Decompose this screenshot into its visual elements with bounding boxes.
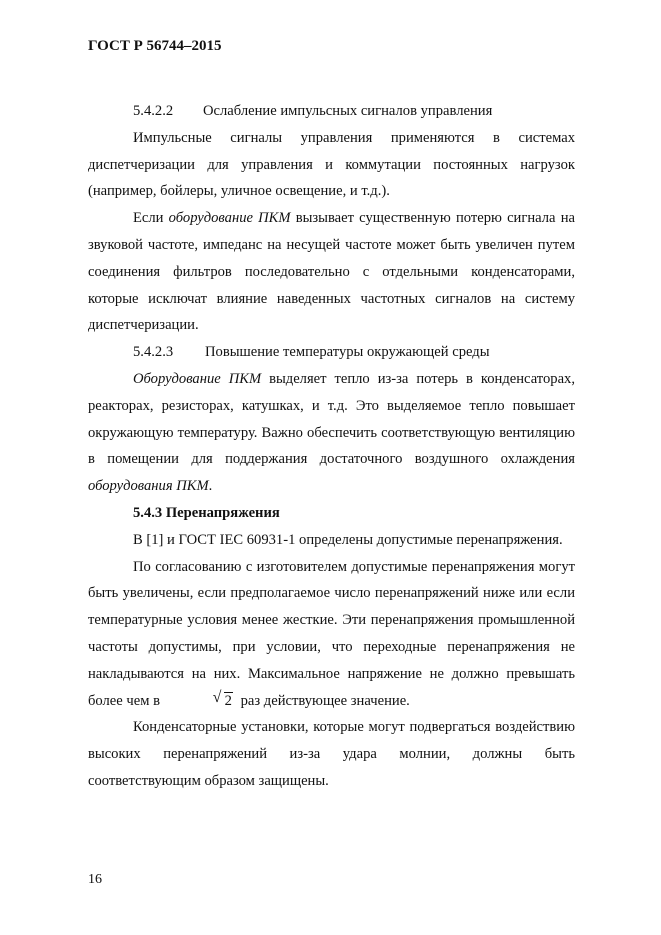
text-run: раз действующее значение. (236, 692, 410, 709)
standard-header: ГОСТ Р 56744–2015 (88, 38, 222, 54)
section-number: 5.4.2.3 (133, 344, 174, 361)
section-title: Ослабление импульсных сигналов управления (203, 103, 493, 119)
italic-term: оборудование ПКМ (168, 210, 291, 227)
document-body (88, 98, 575, 795)
radical-sign: √ (212, 688, 222, 706)
paragraph (88, 554, 575, 715)
paragraph (88, 366, 575, 500)
paragraph: В [1] и ГОСТ IEC 60931-1 определены допустимые перенапряжения. (133, 531, 563, 548)
text-run: По согласованию с изготовителем допустимые перенапряжения могут быть увеличены, если предполагаемое число перенапряжений ниже или если температурные условия менее жесткие. Эти перенапряжения промышленной частоты допустимы, при условии, что переходные перенапряжения не накладываются на них. Максимальное напряжение не должно превышать более чем в (88, 558, 575, 709)
text-run: Если (133, 210, 169, 227)
paragraph (88, 205, 575, 339)
page-number: 16 (88, 872, 102, 887)
section-5422-heading (88, 98, 575, 125)
text-run: вызывает существенную потерю сигнала на звуковой частоте, импеданс на несущей частоте может быть увеличен путем соединения фильтров последовательно с отдельными конденсаторами, которые исключат влияние наведенных частотных сигналов на систему диспетчеризации. (88, 210, 575, 334)
section-543-heading: 5.4.3 Перенапряжения (133, 504, 280, 521)
paragraph: Конденсаторные установки, которые могут подвергаться воздействию высоких перенапряжений из-за удара молнии, должны быть соответствующим образом защищены. (88, 719, 575, 789)
paragraph: Импульсные сигналы управления применяются в системах диспетчеризации для управления и коммутации постоянных нагрузок (например, бойлеры, уличное освещение, и т.д.). (88, 129, 575, 200)
section-5423-heading (88, 339, 575, 366)
section-number: 5.4.2.2 (133, 103, 174, 119)
section-title: Повышение температуры окружающей среды (205, 344, 490, 361)
radicand: 2 (224, 692, 232, 709)
text-run: выделяет тепло из-за потерь в конденсаторах, реакторах, резисторах, катушках, и т.д. Это выделяемое тепло повышает окружающую температуру. Важно обеспечить соответствующую вентиляцию в помещении для поддержания достаточного воздушного охлаждения (88, 370, 575, 468)
square-root (168, 688, 233, 715)
italic-term: оборудования ПКМ (88, 478, 209, 495)
text-run: . (208, 478, 213, 495)
italic-term: Оборудование ПКМ (133, 370, 262, 387)
